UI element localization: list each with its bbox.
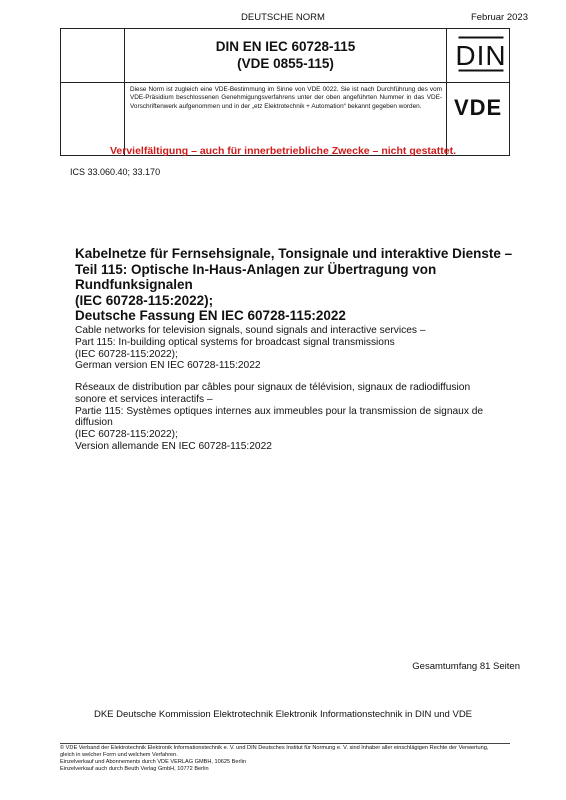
ics-codes: ICS 33.060.40; 33.170 (70, 167, 161, 177)
french-title: Réseaux de distribution par câbles pour signaux de télévision, signaux de radiodiffusion sonore et services interactifs – Partie 115: Systèmes optiques internes aux immeubles pour la transmission de signaux de diffusion (IEC 60728-115:2022); Version allemande EN IEC 60728-115:2022 (75, 382, 484, 452)
copy-warning: Vervielfältigung – auch für innerbetriebliche Zwecke – nicht gestattet. (109, 145, 456, 157)
english-title: Cable networks for television signals, sound signals and interactive services – Part 115: In-building optical systems for broadcast signal transmissions (IEC 60728-115:2022); German version EN IEC 60728-115:2022 (75, 325, 426, 372)
issue-date: Februar 2023 (470, 12, 528, 23)
din-logo-text: DIN (455, 40, 507, 71)
divider (60, 82, 509, 83)
standard-number: DIN EN IEC 60728-115 (215, 39, 356, 54)
dke-line: DKE Deutsche Kommission Elektrotechnik Elektronik Informationstechnik in DIN und VDE (93, 709, 473, 720)
german-title: Kabelnetze für Fernsehsignale, Tonsignale und interaktive Dienste – Teil 115: Optische In-Haus-Anlagen zur Übertragung von Rundfunksignalen (IEC 60728-115:2022); Deutsche Fassung EN IEC 60728-115:2022 (75, 246, 513, 323)
norm-label: DEUTSCHE NORM (241, 12, 325, 23)
vde-notice: Diese Norm ist zugleich eine VDE-Bestimmung im Sinne von VDE 0022. Sie ist nach Durchführung des vom VDE-Präsidium beschlossenen Genehmigungsverfahrens unter der oben angeführten Nummer in das VDE-Vorschriftenwerk aufgenommen und in der „etz Elektrotechnik + Automation“ bekannt gegeben worden. (130, 86, 442, 110)
footer-divider (60, 743, 510, 744)
vde-logo: VDE (454, 95, 503, 120)
footer-text: © VDE Verband der Elektrotechnik Elektronik Informationstechnik e. V. und DIN Deutsches Institut für Normung e. V. sind Inhaber aller einschlägigen Rechte der Verwertung, gleich in welcher Form und welchem Verfahren. Einzelverkauf und Abonnements durch VDE VERLAG GMBH, 10625 Berlin Einzelverkauf auch durch Beuth Verlag GmbH, 10772 Berlin (60, 745, 489, 772)
standard-title (125, 38, 446, 72)
din-logo (455, 36, 507, 72)
total-pages: Gesamtumfang 81 Seiten (412, 661, 520, 672)
vde-number: (VDE 0855-115) (237, 56, 334, 71)
divider (446, 28, 447, 155)
